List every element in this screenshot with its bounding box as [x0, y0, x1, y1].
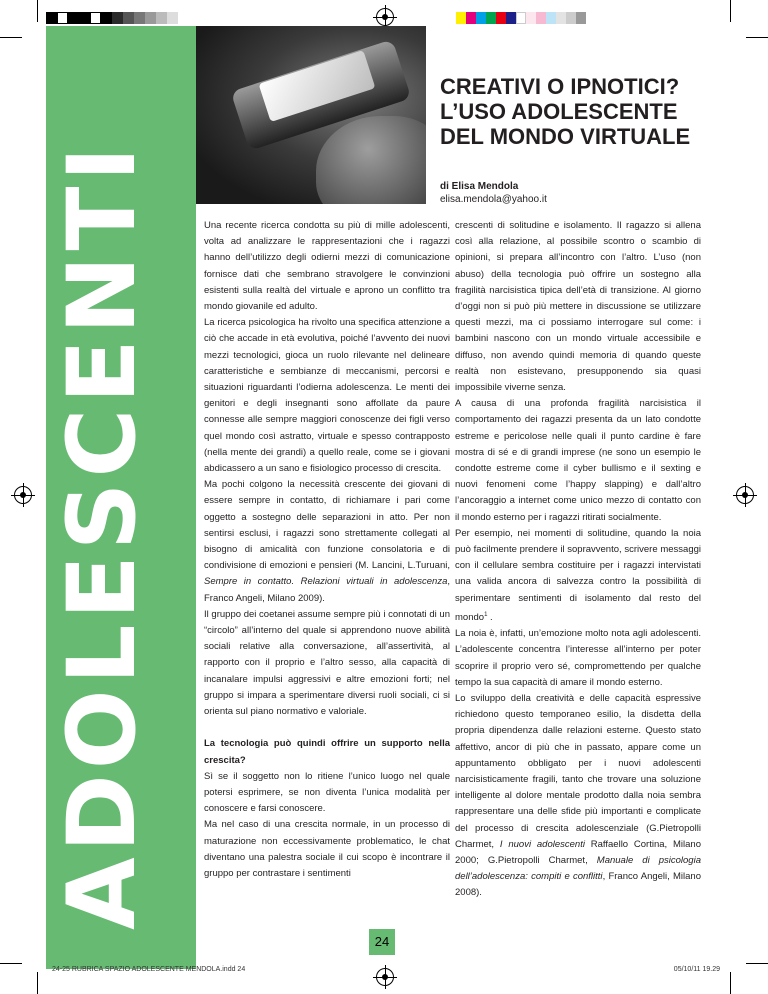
title-line: DEL MONDO VIRTUALE	[440, 124, 691, 149]
crop-mark	[0, 37, 22, 38]
text-run: .	[487, 612, 493, 624]
footer-date: 05/10/11 19.29	[673, 966, 720, 973]
page-number: 24	[369, 929, 395, 955]
paragraph	[204, 477, 450, 607]
crop-mark	[0, 963, 22, 964]
subheading: La tecnologia può quindi offrire un supporto nella crescita?	[204, 738, 450, 766]
crop-mark	[37, 0, 38, 22]
article-title	[440, 74, 740, 149]
author-email: elisa.mendola@yahoo.it	[440, 194, 547, 205]
right-column	[455, 218, 701, 902]
color-calibration-bar	[46, 12, 178, 24]
text-run: , Franco Angeli, Milano 2008).	[455, 871, 701, 899]
book-title: I nuovi adolescenti	[499, 838, 585, 850]
paragraph	[455, 691, 701, 902]
text-run: Per esempio, nei momenti di solitudine, quando la noia può facilmente prendere il sopravvento, scrivere messaggi con il cellulare sembra costituire per i ragazzi intervistati una valida ancora di salvezza contro la possibilità di sperimentare sentimenti di isolamento dal resto del mondo	[455, 527, 701, 624]
paragraph: La noia è, infatti, un’emozione molto nota agli adolescenti. L’adolescente concentra l’interesse all’interno per poter scoprire il proprio vero sé, compromettendo per qualche tempo la sua capacità di amare il mondo esterno.	[455, 628, 701, 688]
title-line: L’USO ADOLESCENTE	[440, 99, 678, 124]
registration-mark	[736, 486, 754, 504]
crop-mark	[37, 972, 38, 994]
text-run: Lo sviluppo della creatività e delle capacità espressive richiedono questo temporaneo esilio, la disdetta della propria dipendenza dalle relazioni esterne. Questo stato affettivo, ancor di più che in passato, appare come un appuntamento obbligato per i nuovi adolescenti narcisisticamente fragili, tanto che trovare una soluzione intelligente al dolore mentale prodotto dalla noia sembra rappresentare una delle sfide più importanti e complicate del processo di crescita adolescenziale (G.Pietropolli Charmet,	[455, 693, 701, 850]
crop-mark	[746, 963, 768, 964]
book-title: Sempre in contatto. Relazioni virtuali in adolescenza	[204, 576, 448, 588]
crop-mark	[730, 0, 731, 22]
registration-mark	[14, 486, 32, 504]
book-title: Manuale di psicologia dell’adolescenza: compiti e conflitti	[455, 855, 701, 883]
left-column	[204, 218, 450, 882]
paragraph: La ricerca psicologica ha rivolto una specifica attenzione a ciò che accade in età evolutiva, poiché l’avvento dei nuovi mezzi tecnologici, gioca un ruolo rilevante nel delineare caratteristiche e sembianze di meccanismi, percorsi e situazioni riguardanti l’odierna adolescenza. Le menti dei genitori e degli insegnanti sono affollate da paure connesse alle sempre maggiori conoscenze dei figli verso quel mondo così astratto, virtuale e spesso contrapposto (nella mente dei grandi) a quello reale, come se i giovani abdicassero a un sano e fisiologico processo di crescita.	[204, 317, 450, 475]
paragraph: Una recente ricerca condotta su più di mille adolescenti, volta ad analizzare le rappresentazioni che i ragazzi hanno dell’utilizzo degli odierni mezzi di comunicazione fornisce dati che sembrano stravolgere le convinzioni esistenti sulla realtà del virtuale e aprono un conflitto tra mondo giovanile ed adulto.	[204, 220, 450, 313]
registration-mark	[376, 968, 394, 986]
registration-mark	[376, 8, 394, 26]
paragraph	[455, 526, 701, 626]
byline	[440, 180, 547, 206]
paragraph: Sì se il soggetto non lo ritiene l’unico luogo nel quale potersi esprimere, se non diventa l’unica modalità per conoscere e farsi conoscere.	[204, 770, 450, 815]
paragraph: Il gruppo dei coetanei assume sempre più i connotati di un “circolo” all’interno del quale si apprendono nuove abilità sociali relative alla conversazione, all’assertività, al rapporto con il proprio e l’altro sesso, alla capacità di incanalare impulsi aggressivi e altre emozioni forti; nel gruppo si impara a sperimentare diversi ruoli sociali, ci si orienta sul piano normativo e valoriale.	[204, 608, 450, 718]
title-line: CREATIVI O IPNOTICI?	[440, 74, 680, 99]
paragraph: Ma nel caso di una crescita normale, in un processo di maturazione non eccessivamente problematico, le chat diventano una palestra sociale il cui scopo è incontrare il gruppo per contrastare i sentimenti	[204, 819, 450, 879]
text-run: Ma pochi colgono la necessità crescente dei giovani di essere sempre in contatto, di richiamare i pari come oggetto a sostegno delle separazioni in atto. Per non sentirsi esclusi, i ragazzi sono strettamente collegati al bisogno di amicalità con funzione consolatoria e di condivisione di emozioni e pensieri (M. Lancini, L.Turuani,	[204, 479, 450, 572]
section-label: ADOLESCENTI	[48, 141, 157, 930]
crop-mark	[746, 37, 768, 38]
text-run: , Franco Angeli, Milano 2009).	[204, 576, 450, 604]
mobile-phone-photo	[196, 26, 426, 204]
color-calibration-bar	[456, 12, 586, 24]
crop-mark	[730, 972, 731, 994]
paragraph: A causa di una profonda fragilità narcisistica il comportamento dei ragazzi presenta da un lato condotte estreme e pericolose nelle quali il punto cardine è fare mostra di sé e di grandi imprese (ne sono un esempio le condotte estreme come il cyber bullismo e il sexting e nuovi fenomeni come l’happy slapping) e dall’altro l’ancoraggio a internet come unico mezzo di contatto con il mondo esterno per i ragazzi ritirati socialmente.	[455, 398, 701, 523]
footnote-marker: 1	[484, 611, 488, 618]
hand-shape	[316, 116, 426, 204]
footer-filename: 24-25 RUBRICA SPAZIO ADOLESCENTE MENDOLA.indd 24	[52, 966, 246, 973]
author-name: di Elisa Mendola	[440, 181, 519, 192]
paragraph: crescenti di solitudine e isolamento. Il ragazzo si allena così alla relazione, al possibile scontro o scambio di opinioni, si prepara all’incontro con l’altro. L’uso (non abuso) della tecnologia può offrire un sostegno alla fragilità narcisistica tipica dell’età di transizione. Al giorno d’oggi non si può più mettere in discussione se utilizzare questi mezzi, ma ci possiamo interrogare sul come: i bambini nascono con un mondo virtuale accessibile e diffuso, non avendo quindi memoria di quando queste realtà non esistevano, presupponendo sia quasi impossibile viverne senza.	[455, 220, 701, 394]
text-run: Raffaello Cortina, Milano 2000; G.Pietropolli Charmet,	[455, 838, 701, 867]
